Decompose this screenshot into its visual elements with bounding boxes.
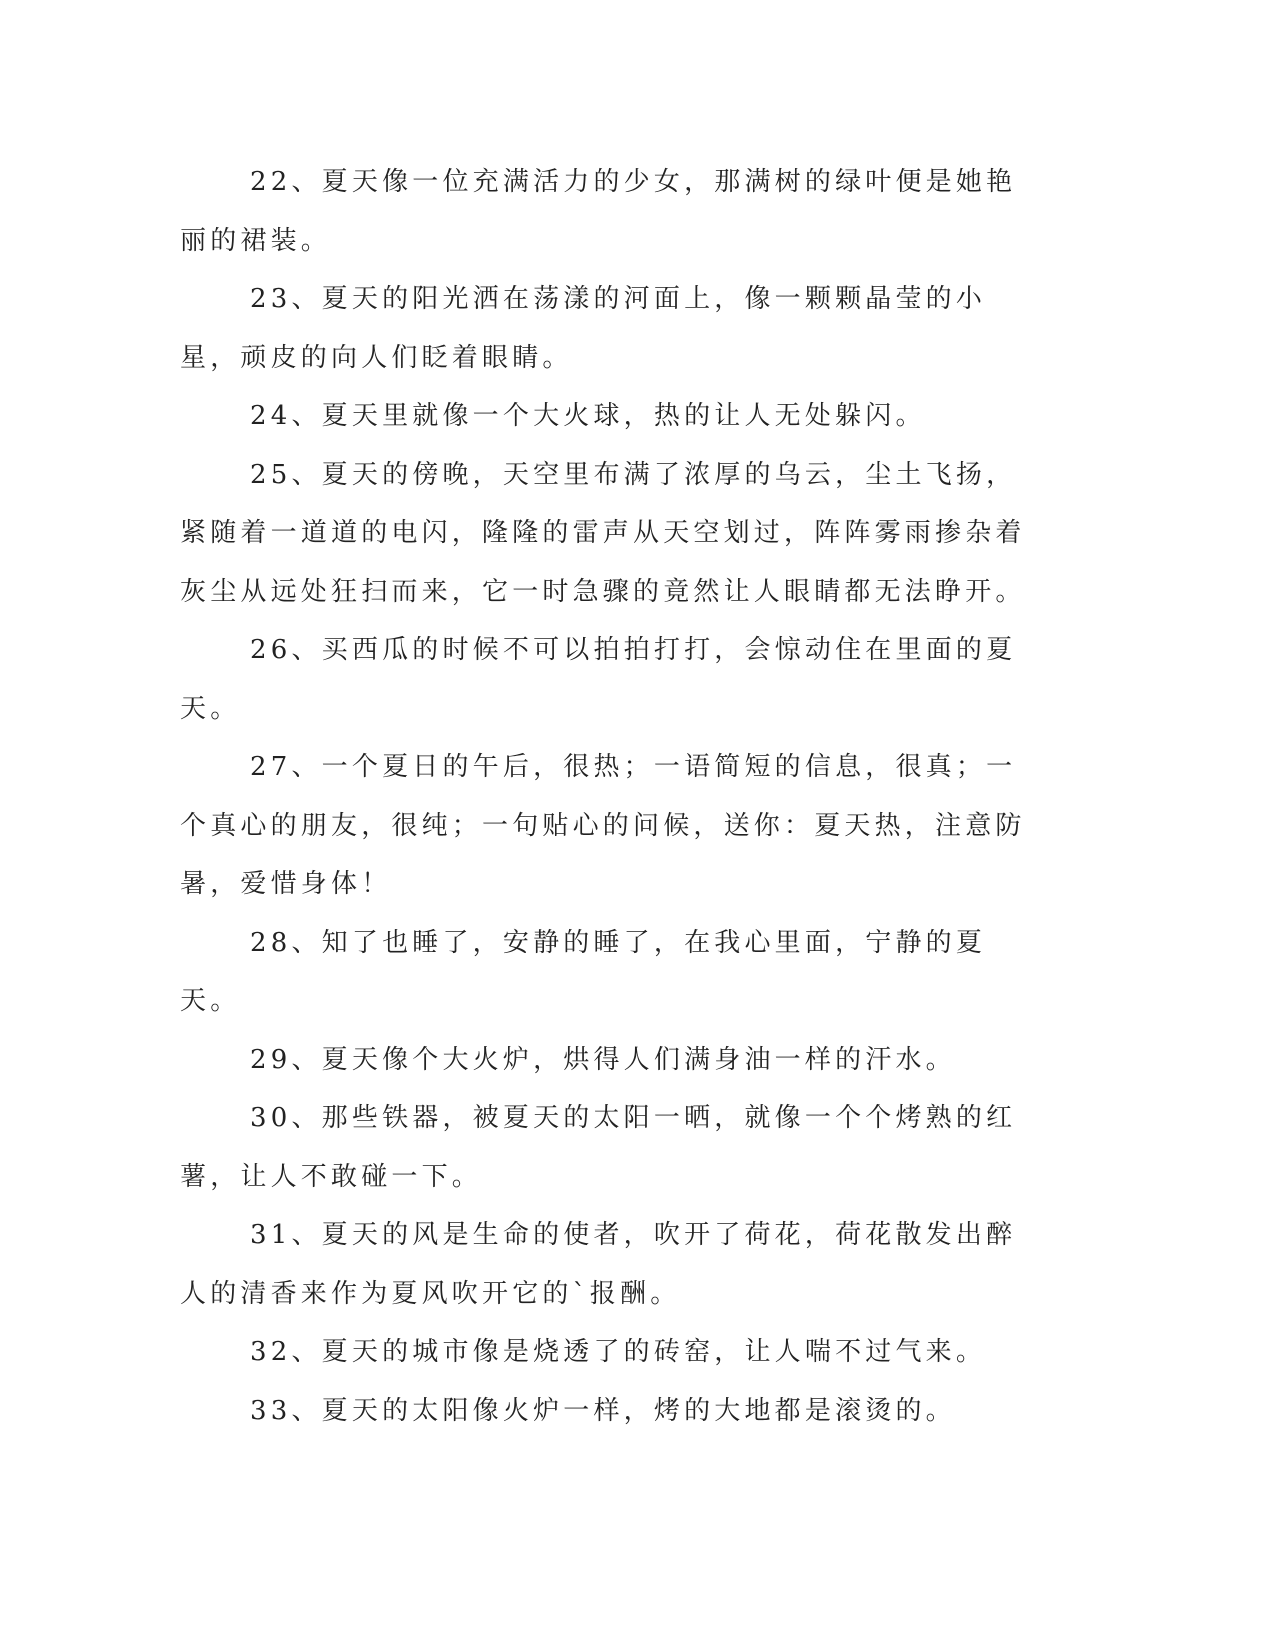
- paragraph-29: 29、夏天像个大火炉，烘得人们满身油一样的汗水。: [250, 1044, 956, 1075]
- paragraph-27: 27、一个夏日的午后，很热；一语简短的信息，很真；一个真心的朋友，很纯；一句贴心的问候，送你：夏天热，注意防暑，爱惜身体！: [180, 752, 1026, 899]
- paragraph-22: 22、夏天像一位充满活力的少女，那满树的绿叶便是她艳丽的裙装。: [180, 167, 1017, 256]
- paragraph-23: 23、夏天的阳光洒在荡漾的河面上，像一颗颗晶莹的小星，顽皮的向人们眨着眼睛。: [180, 284, 987, 373]
- paragraph-26: 26、买西瓜的时候不可以拍拍打打，会惊动住在里面的夏天。: [180, 635, 1017, 724]
- paragraph-30: 30、那些铁器，被夏天的太阳一晒，就像一个个烤熟的红薯，让人不敢碰一下。: [180, 1103, 1017, 1192]
- document-page: [180, 153, 1028, 1440]
- paragraph-31: 31、夏天的风是生命的使者，吹开了荷花，荷花散发出醉人的清香来作为夏风吹开它的`报酬。: [180, 1220, 1017, 1309]
- paragraph-32: 32、夏天的城市像是烧透了的砖窑，让人喘不过气来。: [250, 1337, 987, 1367]
- paragraph-28: 28、知了也睡了，安静的睡了，在我心里面，宁静的夏天。: [180, 927, 987, 1016]
- paragraph-25: 25、夏天的傍晚，天空里布满了浓厚的乌云，尘土飞扬，紧随着一道道的电闪，隆隆的雷声从天空划过，阵阵雾雨掺杂着灰尘从远处狂扫而来，它一时急骤的竟然让人眼睛都无法睁开。: [180, 459, 1026, 607]
- paragraph-33: 33、夏天的太阳像火炉一样，烤的大地都是滚烫的。: [250, 1395, 956, 1426]
- paragraph-24: 24、夏天里就像一个大火球，热的让人无处躲闪。: [250, 401, 926, 431]
